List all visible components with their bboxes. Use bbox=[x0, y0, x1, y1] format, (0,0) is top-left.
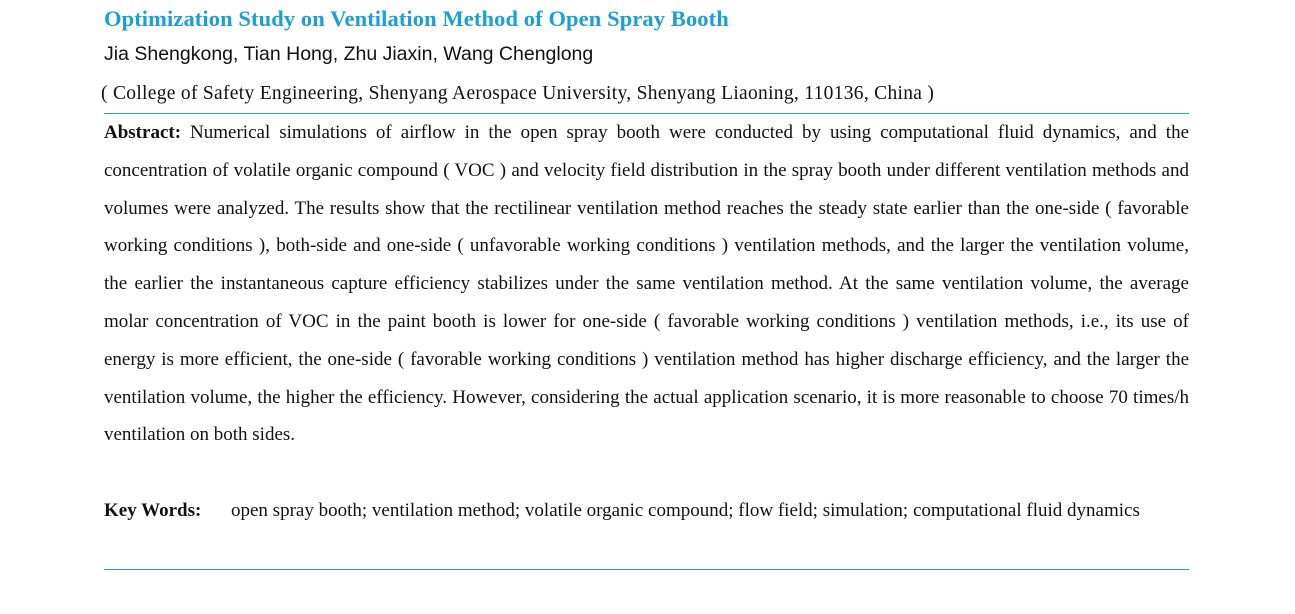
keywords-list: open spray booth; ventilation method; volatile organic compound; flow field; simulation; computational fluid dynamics bbox=[231, 500, 1140, 521]
abstract-body: Numerical simulations of airflow in the open spray booth were conducted by using computational fluid dynamics, and the concentration of volatile organic compound ( VOC ) and velocity field distribution in the spray booth under different ventilation methods and volumes were analyzed. The results show that the rectilinear ventilation method reaches the steady state earlier than the one-side ( favorable working conditions ), both-side and one-side ( unfavorable working conditions ) ventilation methods, and the larger the ventilation volume, the earlier the instantaneous capture efficiency stabilizes under the same ventilation method. At the same ventilation volume, the average molar concentration of VOC in the paint booth is lower for one-side ( favorable working conditions ) ventilation methods, i.e., its use of energy is more efficient, the one-side ( favorable working conditions ) ventilation method has higher discharge efficiency, and the larger the ventilation volume, the higher the efficiency. However, considering the actual application scenario, it is more reasonable to choose 70 times/h ventilation on both sides. bbox=[104, 122, 1190, 446]
abstract-section bbox=[104, 114, 1189, 454]
bottom-divider bbox=[104, 569, 1189, 570]
author-list: Jia Shengkong, Tian Hong, Zhu Jiaxin, Wang Chenglong bbox=[104, 43, 594, 65]
abstract-label: Abstract: bbox=[104, 122, 182, 143]
keywords-label: Key Words: bbox=[104, 500, 202, 521]
keywords-section bbox=[104, 492, 1189, 530]
paper-title: Optimization Study on Ventilation Method of Open Spray Booth bbox=[104, 6, 729, 31]
affiliation: ( College of Safety Engineering, Shenyang Aerospace University, Shenyang Liaoning, 110136, China ) bbox=[101, 83, 935, 104]
